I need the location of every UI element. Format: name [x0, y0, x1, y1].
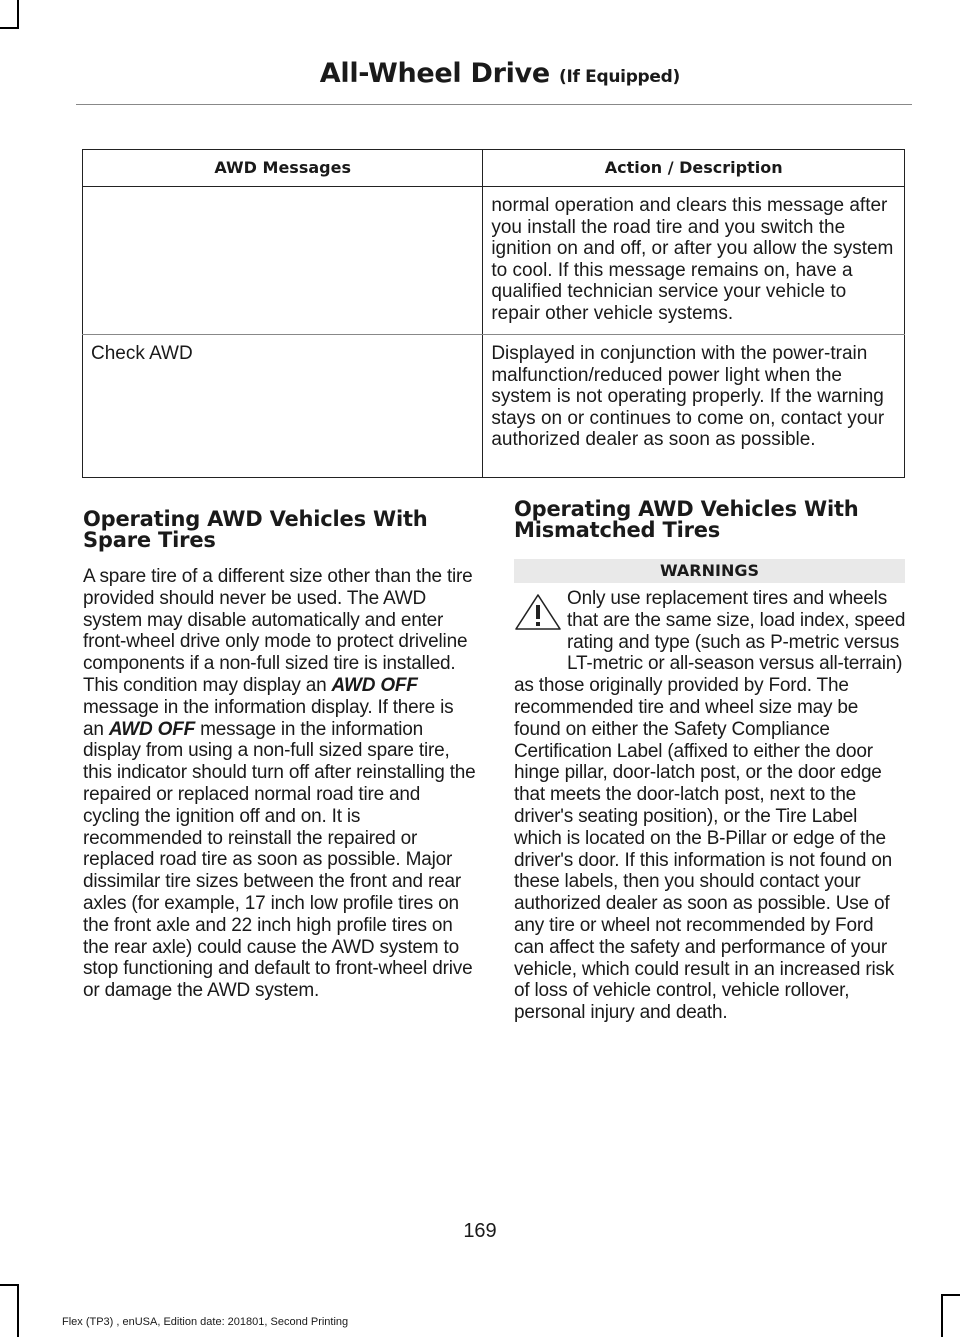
crop-mark [17, 1284, 19, 1337]
table-header-action: Action / Description [483, 150, 905, 187]
awd-off-emphasis: AWD OFF [331, 674, 418, 696]
crop-mark [0, 27, 19, 29]
table-row [83, 187, 905, 335]
table-row [83, 335, 905, 478]
table-cell-message [83, 187, 483, 335]
crop-mark [941, 1294, 943, 1337]
crop-mark [941, 1294, 960, 1296]
page-header-title [320, 58, 680, 89]
chapter-subtitle: (If Equipped) [558, 67, 680, 87]
section-heading-spare-tires: Operating AWD Vehicles With Spare Tires [83, 507, 428, 552]
awd-off-emphasis: AWD OFF [108, 718, 196, 740]
footer-edition: Flex (TP3) , enUSA, Edition date: 201801, Second Printing [62, 1316, 349, 1328]
warning-text: Only use replacement tires and wheels that are the same size, load index, speed rating and type (such as P-metric versus LT-metric or all-season versus all-terrain) as those originally provided by Ford. The recommended tire and wheel size may be found on either the Safety Compliance Certification Label (affixed to either the door hinge pillar, door-latch post, or the door edge that meets the door-latch post, next to the driver's seating position), or the Tire Label which is located on the B-Pillar or edge of the driver's door. If this information is not found on these labels, then you should contact your authorized dealer as soon as possible. Use of any tire or wheel not recommended by Ford can affect the safety and performance of your vehicle, which could result in an increased risk of loss of vehicle control, vehicle rollover, personal injury and death. [514, 588, 906, 1024]
crop-mark [17, 0, 19, 28]
table-header-row [83, 150, 905, 187]
section-heading-mismatched-tires: Operating AWD Vehicles With Mismatched Tires [514, 497, 859, 542]
spare-tires-paragraph: A spare tire of a different size other than the tire provided should never be used. The AWD system may disable automatically and enter front-wheel drive only mode to protect driveline components if a non-full sized tire is installed. This condition may display an AWD OFF message in the information display. If there is an AWD OFF message in the information display from using a non-full sized spare tire, this indicator should turn off after reinstalling the repaired or replaced normal road tire and cycling the ignition off and on. It is recommended to reinstall the repaired or replaced road tire as soon as possible. Major dissimilar tire sizes between the front and rear axles (for example, 17 inch low profile tires on the front axle and 22 inch high profile tires on the rear axle) could cause the AWD system to stop functioning and default to front-wheel drive or damage the AWD system. [83, 566, 476, 1002]
page-number: 169 [463, 1220, 497, 1242]
warning-body [514, 588, 908, 1024]
table-cell-message: Check AWD [83, 335, 483, 478]
table-cell-action: normal operation and clears this message after you install the road tire and you switch the ignition on and off, or after you allow the system to cool. If this message remains on, have a qualified technician service your vehicle to repair other vehicle systems. [483, 187, 905, 335]
header-divider [76, 104, 912, 105]
awd-messages-table [82, 149, 905, 478]
table-cell-action: Displayed in conjunction with the power-train malfunction/reduced power light when the system is not operating properly. If the warning stays on or continues to come on, contact your authorized dealer as soon as possible. [483, 335, 905, 478]
table-header-messages: AWD Messages [83, 150, 483, 187]
warnings-label: WARNINGS [514, 559, 905, 583]
chapter-title: All-Wheel Drive [319, 58, 550, 89]
